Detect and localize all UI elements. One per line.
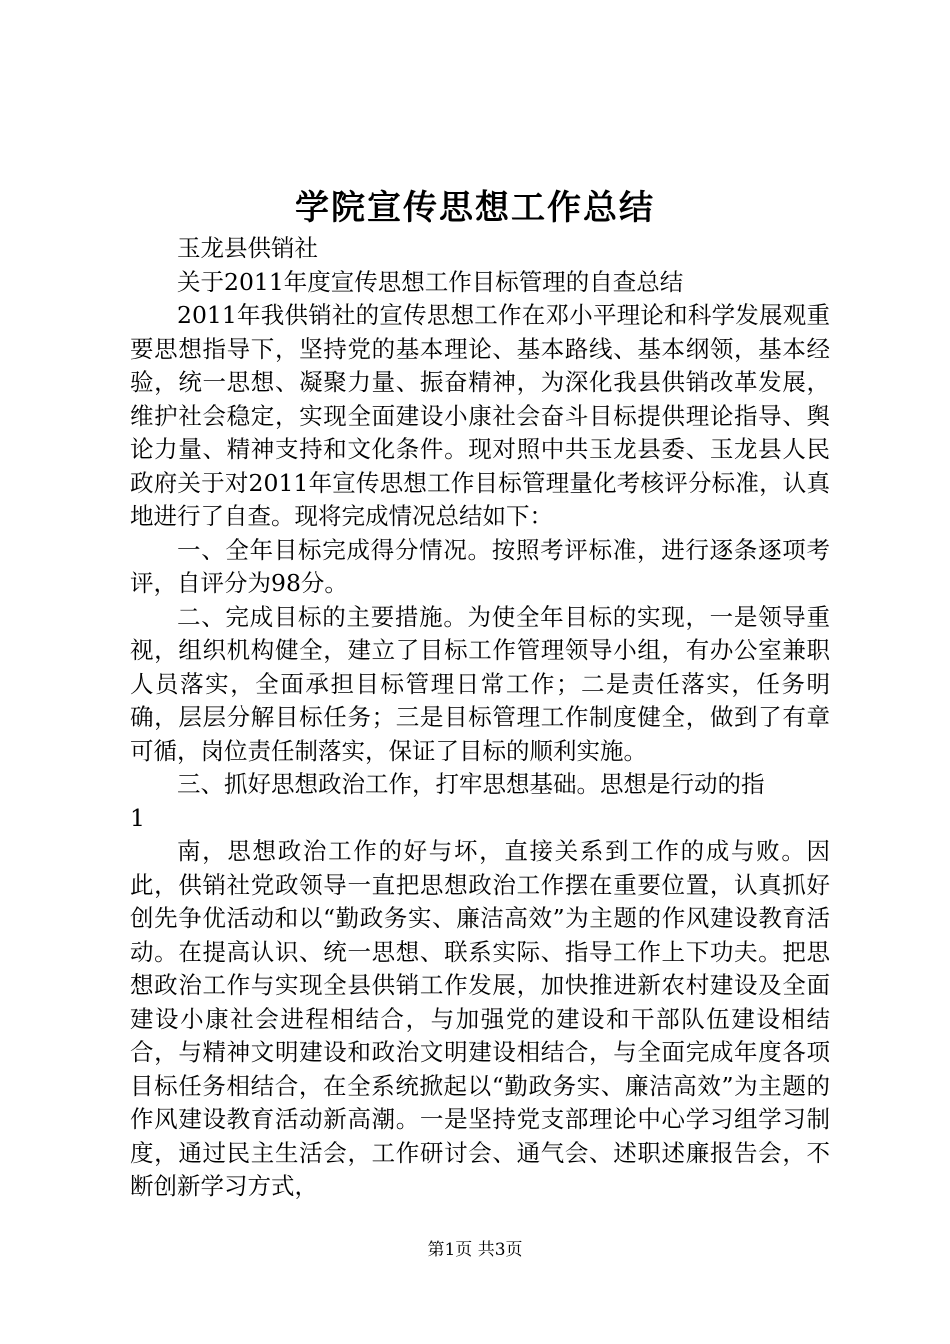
body-paragraph-continuation: 南，思想政治工作的好与坏，直接关系到工作的成与败。因此，供销社党政领导一直把思想政治工作摆在重要位置，认真抓好创先争优活动和以“勤政务实、廉洁高效”为主题的作风建设教育活动。在提高认识、统一思想、联系实际、指导工作上下功夫。把思想政治工作与实现全县供销工作发展，加快推进新农村建设及全面建设小康社会进程相结合，与加强党的建设和干部队伍建设相结合，与精神文明建设和政治文明建设相结合，与全面完成年度各项目标任务相结合，在全系统掀起以“勤政务实、廉洁高效”为主题的作风建设教育活动新高潮。一是坚持党支部理论中心学习组学习制度，通过民主生活会，工作研讨会、通气会、述职述廉报告会，不断创新学习方式，: [130, 837, 830, 1200]
body-paragraph-subtitle: 关于2011年度宣传思想工作目标管理的自查总结: [177, 267, 684, 296]
document-body: [130, 232, 830, 1204]
page-break-number: 1: [130, 803, 145, 832]
body-paragraph-section-2: 二、完成目标的主要措施。为使全年目标的实现，一是领导重视，组织机构健全，建立了目标工作管理领导小组，有办公室兼职人员落实，全面承担目标管理日常工作；二是责任落实，任务明确，层层分解目标任务；三是目标管理工作制度健全，做到了有章可循，岗位责任制落实，保证了目标的顺利实施。: [130, 602, 830, 765]
body-paragraph-section-1: 一、全年目标完成得分情况。按照考评标准，进行逐条逐项考评，自评分为98分。: [130, 535, 830, 597]
body-paragraph-section-3: 三、抓好思想政治工作，打牢思想基础。思想是行动的指: [177, 770, 765, 798]
body-paragraph-intro: 2011年我供销社的宣传思想工作在邓小平理论和科学发展观重要思想指导下，坚持党的基本理论、基本路线、基本纲领，基本经验，统一思想、凝聚力量、振奋精神，为深化我县供销改革发展，维护社会稳定，实现全面建设小康社会奋斗目标提供理论指导、舆论力量、精神支持和文化条件。现对照中共玉龙县委、玉龙县人民政府关于对2011年宣传思想工作目标管理量化考核评分标准，认真地进行了自查。现将完成情况总结如下：: [130, 301, 830, 530]
page-footer: 第1页 共3页: [427, 1240, 523, 1260]
document-title: 学院宣传思想工作总结: [295, 188, 655, 228]
body-paragraph-org: 玉龙县供销社: [177, 234, 318, 262]
